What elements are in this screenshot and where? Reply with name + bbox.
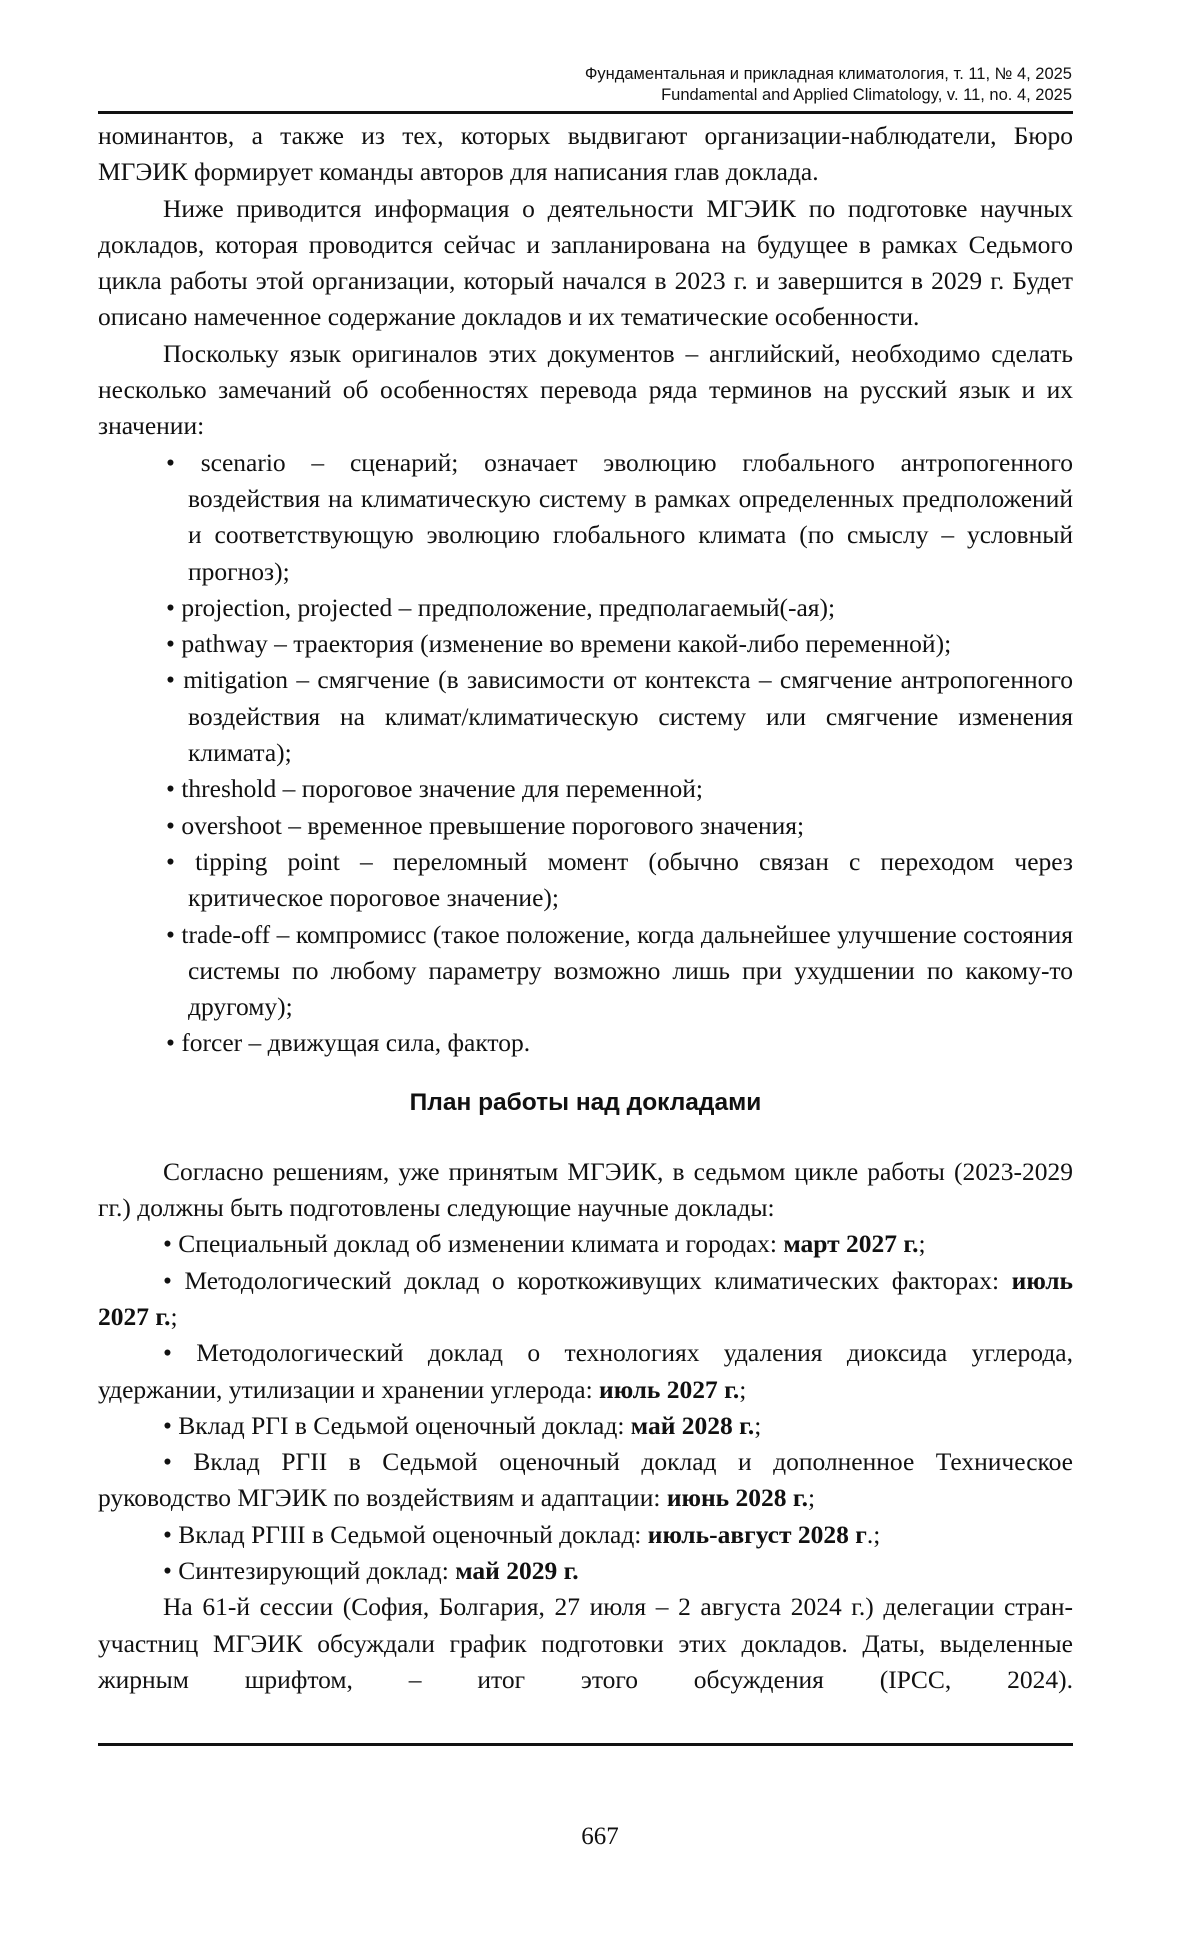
report-item: [98, 1517, 1073, 1553]
report-text: • Вклад РГIII в Седьмой оценочный доклад:: [163, 1519, 648, 1549]
report-item: [98, 1263, 1073, 1336]
report-end: ;: [739, 1374, 747, 1404]
term-item: • mitigation – смягчение (в зависимости от контекста – смягчение антропогенного воздействия на климат/климатическую систему или смягчение изменения климата);: [98, 662, 1073, 771]
report-item: [98, 1226, 1073, 1262]
journal-header: [585, 64, 1072, 106]
report-date: май 2028 г.: [630, 1410, 755, 1440]
report-date: май 2029 г.: [455, 1555, 579, 1585]
report-text: • Синтезирующий доклад:: [163, 1555, 456, 1585]
term-item: • threshold – пороговое значение для переменной;: [98, 771, 1073, 807]
footer-rule: [98, 1743, 1073, 1746]
report-date: июль 2027 г.: [599, 1374, 740, 1404]
report-item: [98, 1553, 1073, 1589]
report-end: .;: [866, 1519, 881, 1549]
paragraph-terms-intro: Поскольку язык оригиналов этих документов – английский, необходимо сделать несколько замечаний об особенностях перевода ряда терминов на русский язык и их значении:: [98, 338, 1073, 441]
report-end: ;: [754, 1410, 762, 1440]
report-item: [98, 1444, 1073, 1517]
report-item: [98, 1335, 1073, 1408]
report-date: июль-август 2028 г: [647, 1519, 867, 1549]
report-date: март 2027 г.: [783, 1229, 919, 1259]
term-item: • scenario – сценарий; означает эволюцию глобального антропогенного воздействия на климатическую систему в рамках определенных предположений и соответствующую эволюцию глобального климата (по смыслу – условный прогноз);: [98, 445, 1073, 590]
report-text: • Методологический доклад о технологиях удаления диоксида углерода, удержании, утилизации и хранении углерода:: [98, 1338, 1073, 1404]
report-text: • Методологический доклад о короткоживущих климатических факторах:: [163, 1265, 1012, 1295]
plan-intro: Согласно решениям, уже принятым МГЭИК, в седьмом цикле работы (2023-2029 гг.) должны быть подготовлены следующие научные доклады:: [98, 1156, 1073, 1223]
terms-list: [98, 445, 1073, 1062]
report-text: • Вклад РГI в Седьмой оценочный доклад:: [163, 1410, 631, 1440]
report-end: ;: [808, 1483, 816, 1513]
page-number: 667: [581, 1823, 619, 1850]
paragraph-continuation: номинантов, а также из тех, которых выдвигают организации-наблюдатели, Бюро МГЭИК формирует команды авторов для написания глав доклада.: [98, 121, 1073, 187]
term-item: • trade-off – компромисс (такое положение, когда дальнейшее улучшение состояния системы по любому параметру возможно лишь при ухудшении по какому-то другому);: [98, 917, 1073, 1026]
report-date: июль 2027 г.: [98, 1265, 1073, 1331]
report-end: ;: [918, 1229, 926, 1259]
header-rule: [98, 111, 1073, 114]
term-item: • forcer – движущая сила, фактор.: [98, 1025, 1073, 1061]
journal-header-en: Fundamental and Applied Climatology, v. 11, no. 4, 2025: [661, 86, 1072, 104]
paragraph-overview: Ниже приводится информация о деятельности МГЭИК по подготовке научных докладов, которая проводится сейчас и запланирована на будущее в рамках Седьмого цикла работы этой организации, который начался в 2023 г. и завершится в 2029 г. Будет описано намеченное содержание докладов и их тематические особенности.: [98, 193, 1073, 332]
report-text: • Вклад РГII в Седьмой оценочный доклад и дополненное Техническое руководство МГЭИК по воздействиям и адаптации:: [98, 1447, 1073, 1513]
term-item: • overshoot – временное превышение порогового значения;: [98, 808, 1073, 844]
report-date: июнь 2028 г.: [666, 1483, 808, 1513]
term-item: • tipping point – переломный момент (обычно связан с переходом через критическое пороговое значение);: [98, 844, 1073, 917]
journal-header-ru: Фундаментальная и прикладная климатология, т. 11, № 4, 2025: [584, 65, 1072, 83]
article-body: [98, 118, 1073, 1698]
term-item: • projection, projected – предположение, предполагаемый(-ая);: [98, 590, 1073, 626]
section-title: План работы над докладами: [409, 1088, 762, 1116]
paragraph-closing: На 61-й сессии (София, Болгария, 27 июля – 2 августа 2024 г.) делегации стран-участниц МГЭИК обсуждали график подготовки этих докладов. Даты, выделенные жирным шрифтом, – итог этого обсуждения (IPCC, 2024).: [98, 1592, 1073, 1694]
report-end: ;: [170, 1301, 178, 1331]
report-text: • Специальный доклад об изменении климата и городах:: [163, 1229, 784, 1259]
term-item: • pathway – траектория (изменение во времени какой-либо переменной);: [98, 626, 1073, 662]
report-item: [98, 1408, 1073, 1444]
